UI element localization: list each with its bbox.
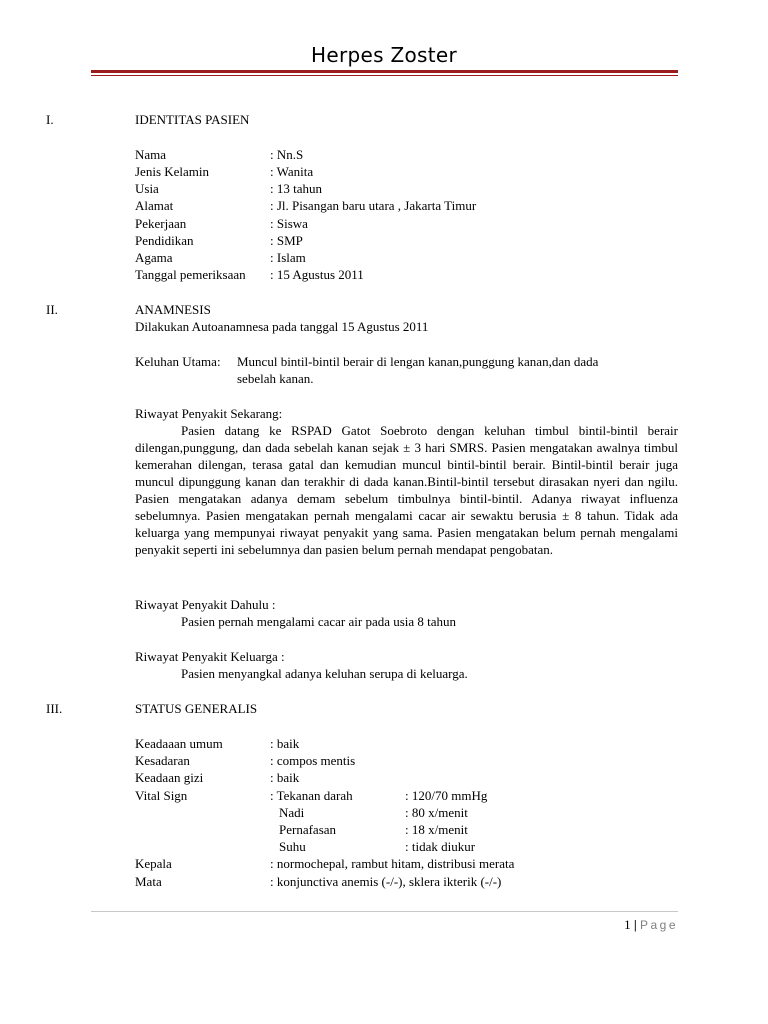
field-value: : normochepal, rambut hitam, distribusi merata <box>270 856 515 871</box>
field-label: Pendidikan <box>135 233 194 248</box>
field-value: : compos mentis <box>270 753 356 768</box>
field-value: : baik <box>270 736 300 751</box>
field-label: Vital Sign <box>135 788 188 803</box>
field-value: : Nn.S <box>270 147 304 162</box>
subsection-heading: Riwayat Penyakit Dahulu : <box>135 597 276 612</box>
document-title: Herpes Zoster <box>311 43 457 67</box>
rpk-text: Pasien menyangkal adanya keluhan serupa di keluarga. <box>181 666 468 681</box>
field-label: Agama <box>135 250 173 265</box>
keluhan-text: sebelah kanan. <box>237 371 314 386</box>
field-value: : Jl. Pisangan baru utara , Jakarta Timur <box>270 198 477 213</box>
page-number: 1 <box>624 917 631 932</box>
subsection-heading: Riwayat Penyakit Keluarga : <box>135 649 285 664</box>
field-value: : Islam <box>270 250 306 265</box>
field-value: : konjunctiva anemis (-/-), sklera ikterik (-/-) <box>270 874 502 889</box>
page-separator: | <box>633 917 637 932</box>
field-label: Alamat <box>135 198 174 213</box>
field-label: Tanggal pemeriksaan <box>135 267 246 282</box>
vital-name: Pernafasan <box>279 822 337 837</box>
title-rule-thin <box>91 75 678 76</box>
section-number: III. <box>46 701 63 716</box>
vital-value: : tidak diukur <box>405 839 476 854</box>
subsection-heading: Riwayat Penyakit Sekarang: <box>135 406 283 421</box>
vital-name: : Tekanan darah <box>270 788 353 803</box>
vital-value: : 80 x/menit <box>405 805 468 820</box>
field-label: Kepala <box>135 856 172 871</box>
field-label: Keadaaan umum <box>135 736 223 751</box>
page-word: Page <box>639 918 678 932</box>
field-value: : Wanita <box>270 164 314 179</box>
field-value: : SMP <box>270 233 303 248</box>
vital-name: Nadi <box>279 805 305 820</box>
field-label: Pekerjaan <box>135 216 187 231</box>
field-value: : baik <box>270 770 300 785</box>
section-heading: STATUS GENERALIS <box>135 701 258 716</box>
rps-paragraph: Pasien datang ke RSPAD Gatot Soebroto dengan keluhan timbul bintil-bintil berair dilengan,punggung, dan dada sebelah kanan sejak ± 3 hari SMRS. Pasien mengatakan awalnya timbul kemerahan dilengan, terasa gatal dan kemudian muncul bintil-bintil berair. Bintil-bintil berair juga muncul dipunggung kanan dan terakhir di dada kanan.Bintil-bintil tersebut dirasakan nyeri dan ngilu. Pasien mengatakan adanya demam sebelum timbulnya bintil-bintil. Adanya riwayat influenza sebelumnya. Pasien mengatakan pernah mengalami cacar air sewaktu berusia ± 8 tahun. Tidak ada keluarga yang mempunyai riwayat penyakit yang sama. Pasien mengatakan belum pernah mengalami penyakit seperti ini sebelumnya dan pasien belum pernah mendapat pengobatan. <box>135 423 678 557</box>
section-heading: IDENTITAS PASIEN <box>135 112 250 127</box>
keluhan-label: Keluhan Utama: <box>135 354 221 369</box>
field-label: Jenis Kelamin <box>135 164 210 179</box>
rpd-text: Pasien pernah mengalami cacar air pada usia 8 tahun <box>181 614 457 629</box>
field-label: Nama <box>135 147 167 162</box>
section-heading: ANAMNESIS <box>135 302 211 317</box>
anamnesis-intro: Dilakukan Autoanamnesa pada tanggal 15 Agustus 2011 <box>135 319 429 334</box>
field-value: : 15 Agustus 2011 <box>270 267 364 282</box>
footer-rule <box>91 911 678 912</box>
vital-value: : 18 x/menit <box>405 822 468 837</box>
field-label: Mata <box>135 874 162 889</box>
keluhan-text: Muncul bintil-bintil berair di lengan kanan,punggung kanan,dan dada <box>237 354 599 369</box>
title-rule-thick <box>91 70 678 73</box>
vital-name: Suhu <box>279 839 306 854</box>
field-label: Usia <box>135 181 159 196</box>
field-value: : Siswa <box>270 216 308 231</box>
vital-value: : 120/70 mmHg <box>405 788 488 803</box>
section-number: I. <box>46 112 54 127</box>
field-value: : 13 tahun <box>270 181 322 196</box>
field-label: Kesadaran <box>135 753 190 768</box>
page-footer <box>624 917 678 933</box>
section-number: II. <box>46 302 58 317</box>
field-label: Keadaan gizi <box>135 770 204 785</box>
